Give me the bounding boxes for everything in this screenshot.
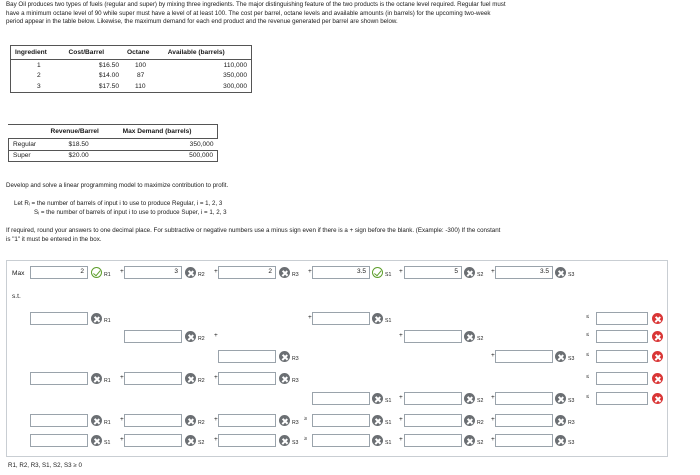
problem-statement [6,1,506,27]
col-available: Available (barrels) [167,49,225,56]
incorrect-icon [555,267,566,278]
rounding-note-1: If required, round your answers to one decimal place. For subtractive or negative numbers use a minus sign even if there is a + sign before the blank. (Example: -300) If the constant [6,227,501,234]
obj-var-s2: S2 [477,272,484,278]
c5-s2-coef-input[interactable] [404,392,462,405]
check-icon [91,267,102,278]
c3-rhs-input[interactable] [596,350,648,363]
c8-s2-coef-input[interactable] [124,434,182,447]
incorrect-icon [652,313,663,324]
obj-var-r1: R1 [104,272,111,278]
obj-coef-s2: 5 [454,268,458,275]
problem-line-1: Bay Oil produces two types of fuels (regular and super) by mixing three ingredients. The major distinguishing feature of the two products is the octane level required. Regular fuel must [6,1,506,8]
incorrect-icon [185,373,196,384]
st-label: s.t. [12,293,21,300]
col-octane: Octane [127,49,150,56]
incorrect-icon [372,393,383,404]
incorrect-icon [464,267,475,278]
c6-r1-coef-input[interactable] [30,414,88,427]
incorrect-icon [279,267,290,278]
obj-var-s1: S1 [385,272,392,278]
c5-s3-coef-input[interactable] [495,392,553,405]
problem-line-2: have a minimum octane level of 90 while super must have a level of at least 100. The cost per barrel, octane levels and available amounts (in barrels) for the upcoming two-week [6,9,491,17]
incorrect-icon [185,267,196,278]
c1-s1-coef-input[interactable] [312,312,370,325]
c6-r2-coef-input[interactable] [124,414,182,427]
table-row: Regular $18.50 350,000 [9,139,218,151]
table-row: 2 $14.00 87 350,000 [37,72,247,80]
incorrect-icon [279,373,290,384]
c7-s1-coef-input[interactable] [312,414,370,427]
obj-coef-r1: 2 [80,268,84,275]
obj-coef-s3: 3.5 [539,268,549,275]
obj-coef-s1: 3.5 [356,268,366,275]
nonnegativity-constraint: R1, R2, R3, S1, S2, S3 ≥ 0 [8,462,82,469]
obj-var-r2: R2 [198,272,205,278]
c4-rhs-input[interactable] [596,372,648,385]
incorrect-icon [372,415,383,426]
incorrect-icon [372,435,383,446]
table-row: 1 $16.50 100 110,000 [37,61,247,69]
incorrect-icon [652,373,663,384]
products-table [8,124,218,162]
max-label: Max [12,270,25,277]
incorrect-icon [652,393,663,404]
c8-s3-coef-input[interactable] [218,434,276,447]
incorrect-icon [279,415,290,426]
c2-r2-coef-input[interactable] [124,330,182,343]
develop-text: Develop and solve a linear programming model to maximize contribution to profit. [6,182,229,189]
incorrect-icon [91,373,102,384]
c9-s3-coef-input[interactable] [495,434,553,447]
incorrect-icon [555,351,566,362]
incorrect-icon [91,313,102,324]
c6-r3-coef-input[interactable] [218,414,276,427]
c3-s3-coef-input[interactable] [495,350,553,363]
incorrect-icon [91,435,102,446]
ingredients-table [10,45,252,93]
c7-s2-coef-input[interactable] [404,414,462,427]
c2-rhs-input[interactable] [596,330,648,343]
incorrect-icon [185,435,196,446]
col-cost: Cost/Barrel [68,49,105,56]
incorrect-icon [464,415,475,426]
let-s-definition: Sᵢ = the number of barrels of input i to use to produce Super, i = 1, 2, 3 [34,209,227,216]
col-revenue: Revenue/Barrel [50,128,99,135]
incorrect-icon [372,313,383,324]
c1-rhs-input[interactable] [596,312,648,325]
c5-s1-coef-input[interactable] [312,392,370,405]
col-max-demand: Max Demand (barrels) [119,125,218,139]
c7-s3-coef-input[interactable] [495,414,553,427]
c4-r2-coef-input[interactable] [124,372,182,385]
incorrect-icon [555,435,566,446]
incorrect-icon [185,415,196,426]
incorrect-icon [555,393,566,404]
let-r-definition: Let Rᵢ = the number of barrels of input i to use to produce Regular, i = 1, 2, 3 [14,200,223,207]
c9-s1-coef-input[interactable] [312,434,370,447]
incorrect-icon [464,331,475,342]
incorrect-icon [91,415,102,426]
c9-s2-coef-input[interactable] [404,434,462,447]
table-row: 3 $17.50 110 300,000 [37,82,247,90]
check-icon [372,267,383,278]
problem-line-3: period appear in the table below. Likewise, the maximum demand for each end product and the revenue generated per barrel are shown below. [6,18,398,26]
obj-coef-r2: 3 [174,268,178,275]
incorrect-icon [279,435,290,446]
c4-r3-coef-input[interactable] [218,372,276,385]
c4-r1-coef-input[interactable] [30,372,88,385]
c1-r1-coef-input[interactable] [30,312,88,325]
incorrect-icon [652,331,663,342]
c2-s2-coef-input[interactable] [404,330,462,343]
incorrect-icon [555,415,566,426]
rounding-note-2: is "1" it must be entered in the box. [6,236,102,243]
obj-var-s3: S3 [568,272,575,278]
incorrect-icon [652,351,663,362]
table-row: Super $20.00 500,000 [9,150,218,162]
incorrect-icon [464,393,475,404]
c5-rhs-input[interactable] [596,392,648,405]
obj-coef-r3: 2 [268,268,272,275]
col-ingredient: Ingredient [15,49,47,56]
incorrect-icon [464,435,475,446]
incorrect-icon [185,331,196,342]
incorrect-icon [279,351,290,362]
obj-var-r3: R3 [292,272,299,278]
c8-s1-coef-input[interactable] [30,434,88,447]
c3-r3-coef-input[interactable] [218,350,276,363]
